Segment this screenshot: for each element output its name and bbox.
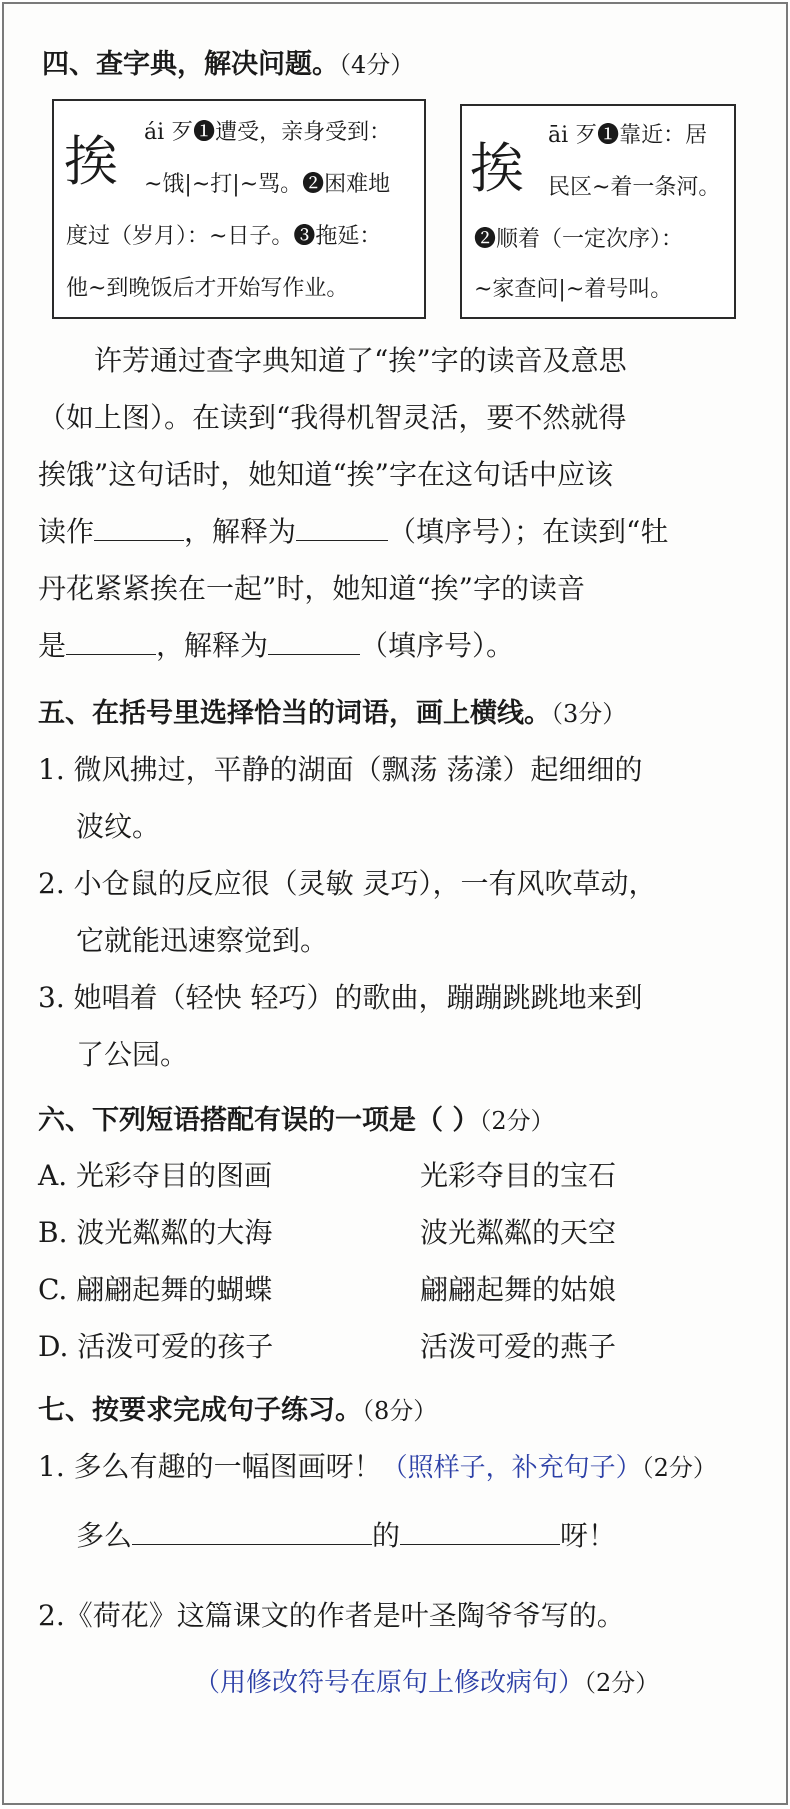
- section-5-points: （3分）: [551, 700, 627, 728]
- answer-blank-noun[interactable]: [400, 1543, 560, 1545]
- option-b-right: 波光粼粼的天空: [420, 1216, 617, 1249]
- passage-line: 许芳通过查字典知道了“挨”字的读音及意思: [94, 344, 627, 377]
- answer-blank-pronunciation-1[interactable]: [94, 539, 184, 541]
- passage-text: （填序号）。: [360, 629, 515, 662]
- passage-text: （填序号）；在读到“牡: [388, 515, 669, 548]
- fill-sentence-line: [76, 1514, 616, 1554]
- option-c-right: 翩翩起舞的姑娘: [420, 1273, 617, 1306]
- option-b-left[interactable]: B. 波光粼粼的大海: [38, 1216, 273, 1249]
- instruction-hint: （照样子，补充句子）: [381, 1453, 642, 1483]
- section-4-points: （4分）: [339, 51, 415, 79]
- option-a-left[interactable]: A. 光彩夺目的图画: [38, 1159, 273, 1192]
- question-points: （2分）: [641, 1454, 717, 1482]
- question-line: 1. 微风拂过，平静的湖面（飘荡 荡漾）起细细的: [38, 753, 643, 786]
- answer-blank-meaning-2[interactable]: [268, 653, 360, 655]
- question-7-2-instruction: [194, 1662, 659, 1699]
- passage-line: [38, 624, 514, 664]
- instruction-hint: （用修改符号在原句上修改病句）: [194, 1668, 585, 1698]
- fill-text: 多么: [76, 1519, 133, 1552]
- question-line: 了公园。: [76, 1038, 189, 1071]
- section-7-heading: [38, 1388, 437, 1427]
- dictionary-char: 挨: [470, 137, 524, 200]
- passage-line: [38, 510, 668, 550]
- fill-text: 呀！: [560, 1519, 617, 1552]
- question-line: 它就能迅速察觉到。: [76, 924, 329, 957]
- passage-text: 读作: [38, 515, 95, 548]
- question-line: 波纹。: [76, 810, 161, 843]
- dictionary-entry-ai1: [460, 104, 736, 319]
- dictionary-char: 挨: [64, 130, 118, 193]
- dictionary-line: 他~到晚饭后才开始写作业。: [66, 276, 349, 301]
- question-7-1: [38, 1445, 717, 1485]
- dictionary-line: 民区~着一条河。: [548, 175, 721, 200]
- fill-text: 的: [372, 1519, 401, 1552]
- option-d-right: 活泼可爱的燕子: [420, 1330, 617, 1363]
- section-6-title: 六、下列短语搭配有误的一项是（ ）: [38, 1105, 480, 1136]
- question-points: （2分）: [584, 1669, 660, 1697]
- section-5-heading: [38, 691, 626, 730]
- dictionary-entry-ai2: [52, 99, 426, 319]
- section-5-title: 五、在括号里选择恰当的词语，画上横线。: [38, 698, 551, 729]
- passage-line: 挨饿”这句话时，她知道“挨”字在这句话中应该: [38, 458, 613, 491]
- passage-text: ，解释为: [156, 629, 269, 662]
- answer-blank-meaning-1[interactable]: [296, 539, 388, 541]
- passage-text: ，解释为: [184, 515, 297, 548]
- section-6-heading: [38, 1098, 555, 1137]
- section-4-heading: [42, 42, 414, 81]
- passage-text: 是: [38, 629, 67, 662]
- answer-blank-pronunciation-2[interactable]: [66, 653, 156, 655]
- dictionary-line: 度过（岁月）：~日子。❸拖延：: [66, 224, 382, 249]
- passage-line: （如上图）。在读到“我得机智灵活，要不然就得: [38, 401, 627, 434]
- dictionary-line: ái 歹❶遭受，亲身受到：: [144, 120, 392, 145]
- section-4-title: 四、查字典，解决问题。: [42, 49, 339, 80]
- question-line: 2. 小仓鼠的反应很（灵敏 灵巧），一有风吹草动，: [38, 867, 657, 900]
- option-c-left[interactable]: C. 翩翩起舞的蝴蝶: [38, 1273, 273, 1306]
- option-a-right: 光彩夺目的宝石: [420, 1159, 617, 1192]
- question-text: 1. 多么有趣的一幅图画呀！: [38, 1450, 382, 1483]
- section-6-points: （2分）: [479, 1107, 555, 1135]
- dictionary-line: ~家查问|~着号叫。: [474, 277, 673, 302]
- section-7-points: （8分）: [362, 1397, 438, 1425]
- passage-line: 丹花紧紧挨在一起”时，她知道“挨”字的读音: [38, 572, 585, 605]
- question-7-2[interactable]: 2.《荷花》这篇课文的作者是叶圣陶爷爷写的。: [38, 1599, 625, 1632]
- worksheet-page: [2, 2, 788, 1805]
- option-d-left[interactable]: D. 活泼可爱的孩子: [38, 1330, 274, 1363]
- dictionary-line: ~饿|~打|~骂。❷困难地: [144, 172, 391, 197]
- dictionary-line: āi 歹❶靠近：居: [548, 123, 708, 148]
- answer-blank-adjective[interactable]: [132, 1543, 372, 1545]
- question-line: 3. 她唱着（轻快 轻巧）的歌曲，蹦蹦跳跳地来到: [38, 981, 643, 1014]
- dictionary-line: ❷顺着（一定次序）：: [474, 227, 684, 252]
- section-7-title: 七、按要求完成句子练习。: [38, 1395, 362, 1426]
